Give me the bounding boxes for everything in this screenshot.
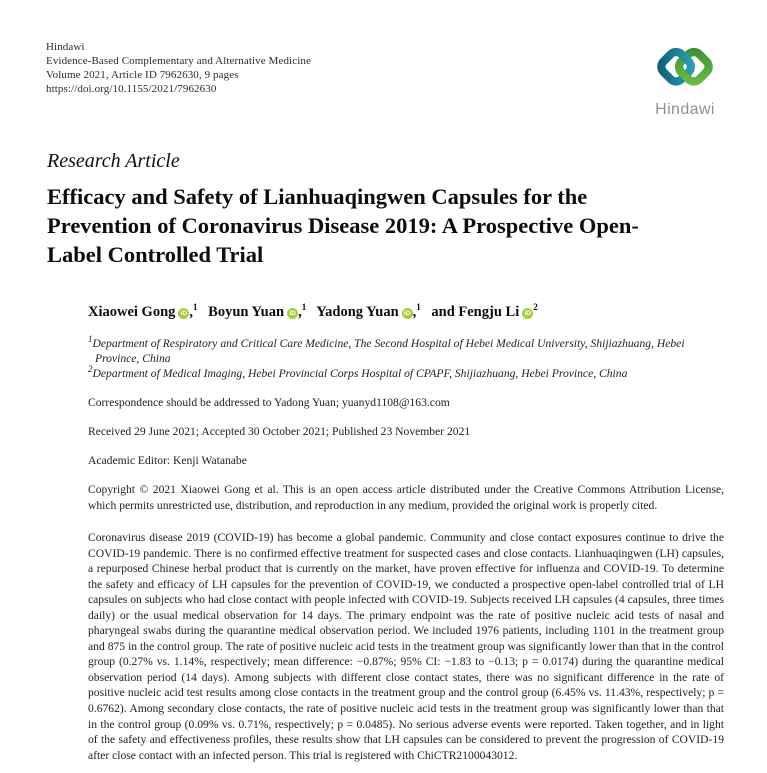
author-name: Xiaowei Gong [88,304,176,320]
affiliation-list [88,336,724,381]
author-list [88,301,724,323]
author-affiliation-sup: 1 [301,302,307,313]
article-front-matter [88,301,724,763]
orcid-icon: iD [522,308,533,319]
author-name: and Fengju Li [431,304,520,320]
history-dates-line: Received 29 June 2021; Accepted 30 October 2021; Published 23 November 2021 [88,425,471,438]
academic-editor-line: Academic Editor: Kenji Watanabe [88,454,247,467]
author [208,304,306,320]
author-affiliation-sup: 1 [193,302,198,313]
hindawi-logo-icon [647,36,723,100]
correspondence-line: Correspondence should be addressed to Yadong Yuan; yuanyd1108@163.com [88,396,450,409]
author-separator: , [412,304,417,320]
author [88,304,198,320]
journal-name: Evidence-Based Complementary and Alternative Medicine [46,55,311,67]
abstract-text: Coronavirus disease 2019 (COVID-19) has become a global pandemic. Community and close contact exposures continue to drive the COVID-19 pandemic. There is no confirmed effective treatment for suspected cases and close contacts. Lianhuaqingwen (LH) capsules, a repurposed Chinese herbal product that is currently on the market, have proven effective for influenza and COVID-19. To determine the safety and efficacy of LH capsules for the prevention of COVID-19, we conducted a prospective open-label controlled trial of LH capsules on subjects who had close contact with people infected with COVID-19. Subjects received LH capsules (4 capsules, three times daily) or the usual medical observation for 14 days. The primary endpoint was the rate of positive nucleic acid tests of nasal and pharyngeal swabs during the quarantine medical observation period. We included 1976 patients, including 1101 in the treatment group and 875 in the control group. The rate of positive nucleic acid tests in the treatment group was significantly lower than that in the control group (0.27% vs. 1.14%, respectively; mean difference: −0.87%; 95% CI: −1.83 to −0.13; p = 0.0174) during the quarantine medical observation period (14 days). Among subjects with different close contact states, there was no significant difference in the rate of positive nucleic acid test results among close contacts in the treatment group and the control group (6.45% vs. 11.43%, respectively; p = 0.6762). Among secondary close contacts, the rate of positive nucleic acid tests in the treatment group was significantly lower than that in the control group (0.09% vs. 0.71%, respectively; p = 0.0485). No serious adverse events were reported. Taken together, and in light of the safety and effectiveness profiles, these results show that LH capsules can be considered to prevent the progression of COVID-19 after close contact with an infected person. This trial is registered with ChiCTR2100043012. [88,531,724,762]
author-affiliation-sup: 2 [533,302,538,313]
affiliation-sup: 1 [88,334,93,345]
author [431,304,537,320]
affiliation-sup: 2 [88,364,93,375]
affiliation [88,366,724,381]
volume-line: Volume 2021, Article ID 7962630, 9 pages [46,69,239,81]
author [316,304,420,320]
article-type-label: Research Article [47,150,180,172]
affiliation-text: Department of Medical Imaging, Hebei Provincial Corps Hospital of CPAPF, Shijiazhuang, Hebei Province, China [92,367,628,380]
author-name: Boyun Yuan [208,304,285,320]
affiliation [88,336,724,366]
publisher-info [46,40,311,96]
orcid-icon: iD [287,308,298,319]
orcid-icon: iD [402,308,413,319]
author-separator: , [189,304,194,320]
hindawi-logo [646,36,724,119]
article-title: Efficacy and Safety of Lianhuaqingwen Capsules for the Prevention of Coronavirus Disease 2019: A Prospective Open-Label Controlled Trial [47,184,639,267]
author-separator: , [298,304,302,320]
hindawi-logo-text: Hindawi [655,101,715,118]
orcid-icon: iD [178,308,189,319]
copyright-notice: Copyright © 2021 Xiaowei Gong et al. This is an open access article distributed under the Creative Commons Attribution License, which permits unrestricted use, distribution, and reproduction in any medium, provided the original work is properly cited. [88,483,724,512]
author-name: Yadong Yuan [316,304,399,320]
publisher-name: Hindawi [46,41,85,53]
affiliation-text: Department of Respiratory and Critical Care Medicine, The Second Hospital of Hebei Medical University, Shijiazhuang, Hebei Province, China [92,337,685,365]
doi-link: https://doi.org/10.1155/2021/7962630 [46,83,217,95]
author-affiliation-sup: 1 [416,302,421,313]
